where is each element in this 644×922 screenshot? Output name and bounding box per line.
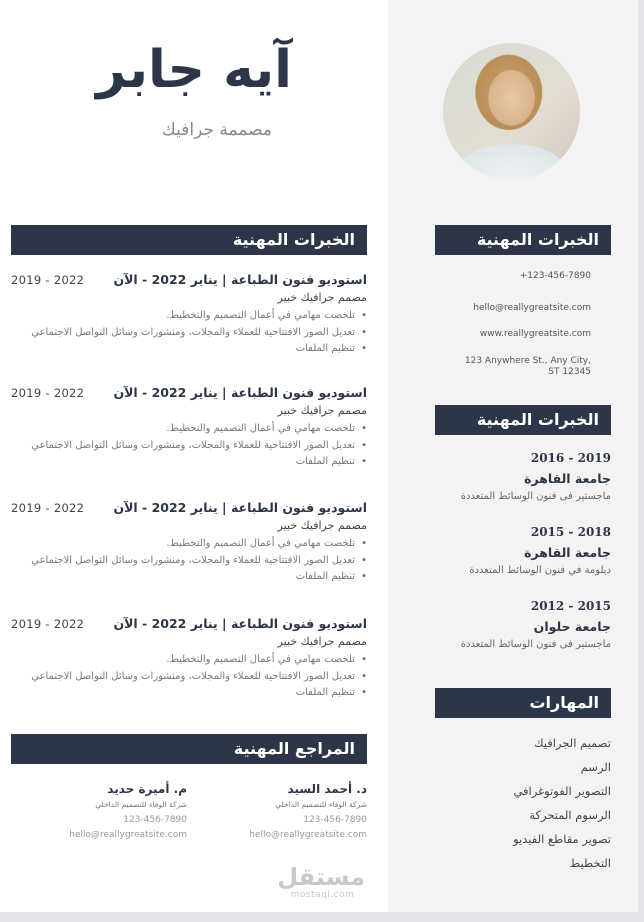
skill-item: الرسم	[580, 760, 611, 774]
experience-bullet: • تلخصت مهامي في أعمال التصميم والتخطيط.	[11, 308, 367, 325]
education-school: جامعة القاهرة	[524, 545, 611, 560]
experience-item	[11, 272, 367, 358]
contact-phone: +123-456-7890	[519, 271, 591, 281]
education-item	[461, 599, 611, 650]
experience-bullet: • تنظيم الملفات	[11, 454, 367, 471]
experience-title: استوديو فنون الطباعة | يناير 2022 - الآن	[113, 500, 367, 515]
reference-name: د. أحمد السيد	[287, 782, 367, 796]
experience-role: مصمم جرافيك خبير	[277, 291, 367, 304]
skill-item: التخطيط	[569, 856, 611, 870]
experience-bullets	[11, 308, 367, 358]
reference-email[interactable]: hello@reallygreatsite.com	[249, 830, 367, 840]
contact-heading: الخبرات المهنية	[435, 225, 611, 255]
experience-bullet: • تعديل الصور الافتتاحية للعملاء والمجلات، ومنشورات وسائل التواصل الاجتماعي	[11, 438, 367, 455]
experience-bullets	[11, 536, 367, 586]
candidate-name: آيه جابر	[96, 40, 292, 100]
experience-bullet: • تنظيم الملفات	[11, 341, 367, 358]
contact-email[interactable]: hello@reallygreatsite.com	[473, 303, 591, 313]
education-degree: دبلومة في فنون الوسائط المتعددة	[469, 565, 611, 576]
reference-company: شركة الوفاء للتصميم الداخلي	[95, 800, 187, 809]
reference-email[interactable]: hello@reallygreatsite.com	[69, 830, 187, 840]
reference-item	[249, 782, 367, 845]
education-years: 2012 - 2015	[530, 599, 611, 613]
education-school: جامعة القاهرة	[524, 471, 611, 486]
experience-bullet: • تنظيم الملفات	[11, 685, 367, 702]
experience-bullets	[11, 421, 367, 471]
bottom-band	[0, 912, 644, 922]
experience-item	[11, 385, 367, 471]
reference-phone: 123-456-7890	[303, 815, 367, 825]
experience-bullet: • تعديل الصور الافتتاحية للعملاء والمجلات، ومنشورات وسائل التواصل الاجتماعي	[11, 325, 367, 342]
skills-list	[513, 733, 611, 877]
candidate-title: مصممة جرافيك	[161, 120, 272, 140]
reference-item	[69, 782, 187, 845]
experience-title: استوديو فنون الطباعة | يناير 2022 - الآن	[113, 385, 367, 400]
reference-phone: 123-456-7890	[123, 815, 187, 825]
education-degree: ماجستير فى فنون الوسائط المتعددة	[460, 491, 611, 502]
watermark-url: mostaql.com	[290, 890, 355, 900]
experience-years: 2019 - 2022	[11, 501, 85, 515]
experience-title: استوديو فنون الطباعة | يناير 2022 - الآن	[113, 272, 367, 287]
experience-years: 2019 - 2022	[11, 617, 85, 631]
watermark	[277, 863, 365, 900]
contact-website[interactable]: www.reallygreatsite.com	[479, 329, 591, 339]
experience-title: استوديو فنون الطباعة | يناير 2022 - الآن	[113, 616, 367, 631]
experience-years: 2019 - 2022	[11, 386, 85, 400]
experience-role: مصمم جرافيك خبير	[277, 519, 367, 532]
experience-bullet: • تلخصت مهامي في أعمال التصميم والتخطيط.	[11, 536, 367, 553]
experience-bullet: • تنظيم الملفات	[11, 569, 367, 586]
experience-bullet: • تعديل الصور الافتتاحية للعملاء والمجلات، ومنشورات وسائل التواصل الاجتماعي	[11, 553, 367, 570]
education-degree: ماجستير فى فنون الوسائط المتعددة	[460, 639, 611, 650]
experience-item	[11, 500, 367, 586]
experience-role: مصمم جرافيك خبير	[277, 404, 367, 417]
skill-item: تصميم الجرافيك	[534, 736, 611, 750]
education-item	[469, 525, 611, 576]
page-edge	[638, 0, 644, 922]
experience-bullet: • تلخصت مهامي في أعمال التصميم والتخطيط.	[11, 652, 367, 669]
skill-item: التصوير الفوتوغرافي	[513, 784, 611, 798]
education-item	[461, 451, 611, 502]
references-heading: المراجع المهنية	[11, 734, 367, 764]
education-school: جامعة حلوان	[533, 619, 611, 634]
experience-item	[11, 616, 367, 702]
skill-item: تصوير مقاطع الفيديو	[513, 832, 611, 846]
experience-bullet: • تعديل الصور الافتتاحية للعملاء والمجلات، ومنشورات وسائل التواصل الاجتماعي	[11, 669, 367, 686]
contact-address-line2: ST 12345	[548, 367, 591, 377]
profile-photo	[443, 43, 580, 180]
reference-company: شركة الوفاء للتصميم الداخلي	[275, 800, 367, 809]
contact-address-line1: 123 Anywhere St., Any City,	[464, 356, 591, 366]
skill-item: الرسوم المتحركة	[529, 808, 611, 822]
experience-heading: الخبرات المهنية	[11, 225, 367, 255]
reference-name: م. أميرة حديد	[107, 782, 187, 796]
skills-heading: المهارات	[435, 688, 611, 718]
watermark-logo: مستقل	[277, 863, 365, 891]
experience-bullets	[11, 652, 367, 702]
experience-role: مصمم جرافيك خبير	[277, 635, 367, 648]
education-years: 2015 - 2018	[530, 525, 611, 539]
experience-years: 2019 - 2022	[11, 273, 85, 287]
education-years: 2016 - 2019	[530, 451, 611, 465]
experience-bullet: • تلخصت مهامي في أعمال التصميم والتخطيط.	[11, 421, 367, 438]
education-heading: الخبرات المهنية	[435, 405, 611, 435]
